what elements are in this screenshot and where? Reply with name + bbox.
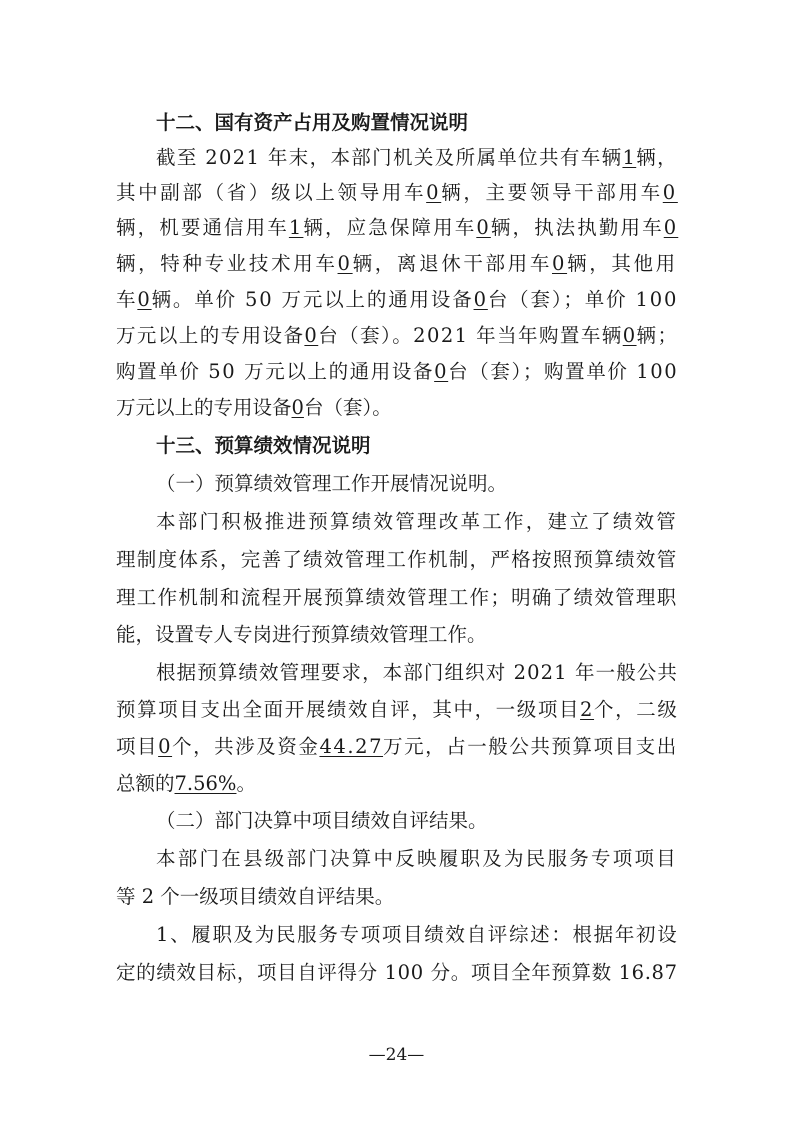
text-line-9 — [116, 393, 392, 423]
text-line-17 — [116, 695, 678, 725]
underlined-value: 44.27 — [319, 735, 384, 758]
underlined-value: 0 — [662, 181, 678, 204]
text-segment: 台（套）。 — [303, 396, 392, 419]
text-line-19 — [116, 769, 256, 799]
text-segment: 辆。单价 50 万元以上的通用设备 — [151, 288, 474, 311]
text-line-13 — [116, 545, 678, 575]
text-segment: 定的绩效目标，项目自评得分 100 分。项目全年预算数 16.87 — [116, 961, 678, 984]
underlined-value: 0 — [337, 252, 353, 275]
underlined-value: 0 — [476, 216, 491, 239]
text-segment: 十二、国有资产占用及购置情况说明 — [156, 111, 469, 134]
text-segment: 等 2 个一级项目绩效自评结果。 — [116, 885, 395, 908]
text-line-2 — [156, 143, 678, 173]
text-segment: 辆； — [636, 324, 679, 347]
text-segment: 本部门在县级部门决算中反映履职及为民服务专项项目 — [156, 847, 679, 870]
text-line-6 — [116, 285, 678, 315]
section-heading-line-1 — [156, 108, 468, 138]
text-segment: 总额的 — [116, 772, 175, 795]
text-segment: 十三、预算绩效情况说明 — [156, 434, 371, 457]
text-line-15 — [116, 620, 487, 650]
text-line-7 — [116, 321, 678, 351]
text-line-14 — [116, 583, 678, 613]
text-segment: 根据预算绩效管理要求，本部门组织对 2021 年一般公共 — [156, 661, 679, 684]
text-line-18 — [116, 732, 678, 762]
text-segment: 辆，其他用 — [567, 252, 678, 275]
underlined-value: 0 — [552, 252, 568, 275]
text-segment: 辆，离退休干部用车 — [352, 252, 552, 275]
underlined-value: 0 — [622, 324, 637, 347]
underlined-value: 0 — [137, 288, 152, 311]
text-segment: 本部门积极推进预算绩效管理改革工作，建立了绩效管 — [156, 510, 679, 533]
underlined-value: 0 — [663, 216, 679, 239]
underlined-value: 1 — [622, 146, 637, 169]
text-segment: 。 — [236, 772, 256, 795]
text-segment: 购置单价 50 万元以上的通用设备 — [116, 360, 435, 383]
text-line-24 — [116, 958, 678, 988]
text-line-23 — [156, 920, 678, 950]
text-segment: 个，共涉及资金 — [172, 735, 320, 758]
underlined-value: 0 — [304, 324, 319, 347]
text-line-8 — [116, 357, 678, 387]
text-segment: 辆，特种专业技术用车 — [116, 252, 338, 275]
text-segment: 项目 — [116, 735, 159, 758]
text-segment: 辆，执法执勤用车 — [490, 216, 664, 239]
underlined-value: 0 — [158, 735, 173, 758]
text-segment: 能，设置专人专岗进行预算绩效管理工作。 — [116, 623, 487, 646]
text-line-20 — [156, 806, 488, 836]
underlined-value: 1 — [288, 216, 304, 239]
text-line-11 — [156, 469, 507, 499]
text-segment: 辆，机要通信用车 — [116, 216, 289, 239]
underlined-value: 2 — [580, 698, 595, 721]
underlined-value: 0 — [426, 181, 442, 204]
text-segment: 个，二级 — [594, 698, 679, 721]
text-segment: 辆，应急保障用车 — [303, 216, 477, 239]
text-segment: 台（套）。2021 年当年购置车辆 — [318, 324, 623, 347]
text-segment: 理工作机制和流程开展预算绩效管理工作；明确了绩效管理职 — [116, 586, 678, 609]
text-segment: 预算项目支出全面开展绩效自评，其中，一级项目 — [116, 698, 581, 721]
underlined-value: 0 — [434, 360, 449, 383]
text-line-16 — [156, 658, 678, 688]
text-segment: 1、履职及为民服务专项项目绩效自评综述：根据年初设 — [156, 923, 679, 946]
text-segment: 辆， — [636, 146, 678, 169]
text-segment: 万元以上的专用设备 — [116, 396, 292, 419]
text-line-12 — [156, 507, 678, 537]
underlined-value: 7.56% — [174, 772, 237, 795]
text-segment: （二）部门决算中项目绩效自评结果。 — [156, 809, 488, 832]
text-segment: 万元以上的专用设备 — [116, 324, 305, 347]
text-segment: 其中副部（省）级以上领导用车 — [116, 181, 427, 204]
text-line-3 — [116, 178, 678, 208]
text-segment: 理制度体系，完善了绩效管理工作机制，严格按照预算绩效管 — [116, 548, 678, 571]
text-line-4 — [116, 213, 678, 243]
text-segment: 截至 2021 年末，本部门机关及所属单位共有车辆 — [156, 146, 623, 169]
text-segment: 车 — [116, 288, 138, 311]
section-heading-line-10 — [156, 431, 371, 461]
text-segment: 万元，占一般公共预算项目支出 — [383, 735, 678, 758]
text-segment: 辆，主要领导干部用车 — [441, 181, 663, 204]
text-line-21 — [156, 844, 678, 874]
text-line-5 — [116, 249, 678, 279]
underlined-value: 0 — [291, 396, 304, 419]
text-line-22 — [116, 882, 394, 912]
page-number: —24— — [368, 1045, 425, 1065]
underlined-value: 0 — [473, 288, 488, 311]
text-segment: 台（套）；单价 100 — [487, 288, 679, 311]
text-segment: 台（套）；购置单价 100 — [448, 360, 679, 383]
text-segment: （一）预算绩效管理工作开展情况说明。 — [156, 472, 508, 495]
